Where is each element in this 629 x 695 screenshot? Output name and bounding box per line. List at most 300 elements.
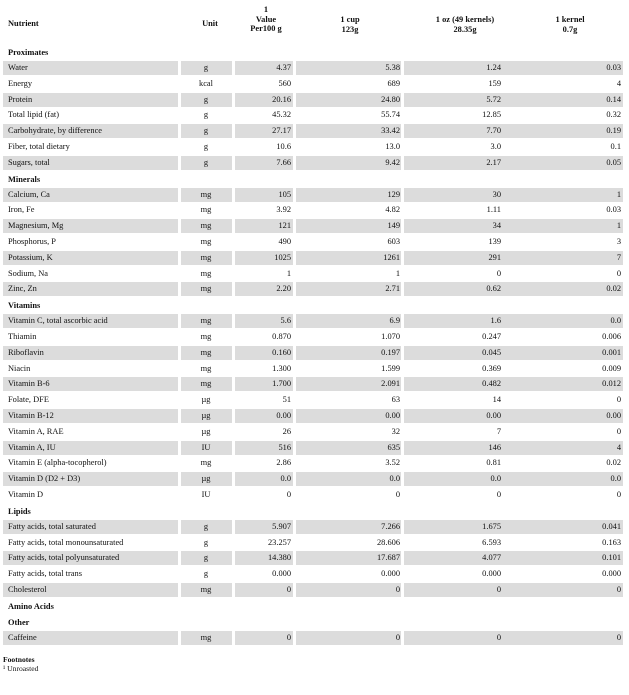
column-divider	[401, 362, 404, 376]
table-row	[3, 124, 623, 138]
column-divider	[178, 362, 181, 376]
value-per-100g: 0	[286, 490, 291, 499]
value-1-cup: 0.0	[389, 474, 400, 484]
column-divider	[178, 583, 181, 597]
column-divider	[293, 362, 296, 376]
column-divider	[232, 235, 235, 249]
column-divider	[401, 409, 404, 423]
value-per-100g: 45.32	[272, 110, 291, 120]
table-row	[3, 156, 623, 170]
value-1-kernel: 0.001	[602, 347, 621, 357]
value-per-100g: 1.300	[272, 363, 291, 373]
value-per-100g: 10.6	[276, 142, 291, 151]
column-divider	[293, 488, 296, 502]
value-per-100g: 23.257	[267, 537, 291, 547]
column-divider	[293, 583, 296, 597]
value-1-cup: 63	[391, 395, 400, 405]
value-per-100g: 1.700	[272, 379, 291, 389]
column-divider	[401, 77, 404, 91]
column-divider	[401, 631, 404, 645]
column-divider	[401, 314, 404, 328]
nutrient-name: Iron, Fe	[8, 205, 35, 215]
unit-cell: mg	[200, 268, 212, 278]
column-divider	[293, 567, 296, 581]
table-row	[3, 251, 623, 265]
value-1-oz: 7	[496, 426, 501, 436]
table-row	[3, 472, 623, 486]
column-divider	[401, 267, 404, 281]
value-1-cup: 149	[387, 221, 400, 231]
value-1-cup: 2.091	[381, 379, 400, 389]
value-1-oz: 291	[488, 252, 501, 262]
value-1-kernel: 0	[616, 632, 621, 642]
table-row	[3, 567, 623, 581]
value-1-oz: 0	[496, 585, 501, 594]
column-divider	[178, 441, 181, 455]
value-1-cup: 689	[387, 78, 400, 88]
column-divider	[293, 61, 296, 75]
column-divider	[178, 409, 181, 423]
value-per-100g: 1	[286, 268, 291, 278]
table-row	[3, 346, 623, 360]
column-divider	[293, 140, 296, 154]
value-1-oz: 1.11	[486, 205, 501, 215]
column-divider	[401, 472, 404, 486]
table-row	[3, 520, 623, 534]
column-divider	[232, 330, 235, 344]
value-1-oz: 0.000	[482, 569, 501, 579]
unit-cell: g	[203, 63, 209, 72]
nutrient-name: Total lipid (fat)	[8, 110, 60, 120]
value-1-oz: 34	[492, 221, 501, 231]
column-divider	[401, 520, 404, 534]
nutrient-name: Vitamin D (D2 + D3)	[8, 474, 81, 484]
value-1-cup: 17.687	[376, 553, 400, 563]
value-per-100g: 27.17	[272, 126, 291, 136]
unit-cell: g	[203, 110, 209, 120]
column-divider	[178, 108, 181, 122]
value-per-100g: 560	[278, 78, 291, 88]
column-divider	[178, 188, 181, 202]
value-1-oz: 2.17	[486, 157, 501, 167]
table-row	[3, 377, 623, 391]
value-1-cup: 5.38	[385, 63, 400, 72]
column-divider	[401, 124, 404, 138]
value-1-kernel: 4	[616, 442, 621, 452]
table-row	[3, 330, 623, 344]
column-divider	[401, 425, 404, 439]
table-row	[3, 140, 623, 154]
value-1-kernel: 0.163	[602, 537, 621, 547]
value-1-kernel: 4	[616, 78, 621, 88]
column-divider	[178, 156, 181, 170]
column-divider	[293, 425, 296, 439]
column-divider	[293, 235, 296, 249]
nutrient-name: Vitamin B-12	[8, 411, 54, 420]
column-divider	[178, 267, 181, 281]
column-divider	[178, 282, 181, 296]
nutrient-name: Sugars, total	[8, 157, 50, 167]
column-divider	[293, 267, 296, 281]
column-divider	[232, 219, 235, 233]
column-divider	[178, 346, 181, 360]
value-per-100g: 0.160	[272, 347, 291, 357]
value-1-cup: 0.197	[381, 347, 400, 357]
column-divider	[293, 219, 296, 233]
column-divider	[401, 235, 404, 249]
table-row	[3, 583, 623, 597]
column-divider	[293, 251, 296, 265]
value-1-oz: 0.247	[482, 332, 501, 341]
unit-cell: IU	[201, 442, 211, 452]
column-divider	[178, 140, 181, 154]
table-row	[3, 393, 623, 407]
value-per-100g: 2.86	[276, 458, 291, 468]
unit-cell: mg	[200, 316, 212, 326]
value-1-oz: 1.24	[486, 63, 501, 72]
column-divider	[293, 93, 296, 107]
value-1-oz: 0.045	[482, 347, 501, 357]
table-header	[0, 0, 629, 44]
value-1-cup: 1261	[383, 252, 400, 262]
column-divider	[232, 140, 235, 154]
header-unit: Unit	[202, 19, 218, 28]
column-divider	[232, 251, 235, 265]
value-1-cup: 28.606	[376, 537, 400, 547]
column-divider	[232, 583, 235, 597]
value-1-kernel: 1	[616, 189, 621, 199]
unit-cell: mg	[200, 189, 212, 199]
table-row	[3, 488, 623, 502]
column-divider	[293, 456, 296, 470]
section-title: Amino Acids	[8, 601, 54, 611]
value-per-100g: 2.20	[276, 284, 291, 294]
table-row	[3, 314, 623, 328]
column-divider	[232, 551, 235, 565]
unit-cell: g	[203, 94, 209, 104]
column-divider	[293, 551, 296, 565]
column-divider	[178, 393, 181, 407]
header-nutrient: Nutrient	[8, 19, 39, 28]
value-1-oz: 0	[496, 632, 501, 642]
value-1-kernel: 0.00	[606, 411, 621, 420]
value-1-kernel: 0.000	[602, 569, 621, 579]
value-1-cup: 7.266	[381, 521, 400, 531]
column-divider	[178, 425, 181, 439]
column-divider	[401, 441, 404, 455]
column-divider	[178, 235, 181, 249]
column-divider	[401, 156, 404, 170]
value-per-100g: 105	[278, 189, 291, 199]
column-divider	[178, 251, 181, 265]
column-divider	[232, 488, 235, 502]
unit-cell: mg	[200, 221, 212, 231]
column-divider	[178, 488, 181, 502]
column-divider	[293, 77, 296, 91]
value-1-cup: 1	[395, 268, 400, 278]
nutrient-name: Zinc, Zn	[8, 284, 37, 294]
value-1-oz: 159	[488, 78, 501, 88]
column-divider	[293, 314, 296, 328]
value-per-100g: 3.92	[276, 205, 291, 215]
unit-cell: mg	[200, 632, 212, 642]
column-divider	[293, 520, 296, 534]
value-1-kernel: 0.19	[606, 126, 621, 136]
column-divider	[232, 93, 235, 107]
column-divider	[401, 188, 404, 202]
table-row	[3, 282, 623, 296]
value-1-kernel: 0.1	[610, 142, 621, 151]
column-divider	[178, 77, 181, 91]
section-title: Vitamins	[8, 301, 41, 311]
value-per-100g: 26	[282, 426, 291, 436]
value-1-oz: 30	[492, 189, 501, 199]
table-row	[3, 219, 623, 233]
column-divider	[401, 108, 404, 122]
column-divider	[232, 536, 235, 550]
value-per-100g: 7.66	[276, 157, 291, 167]
column-divider	[178, 456, 181, 470]
value-1-kernel: 1	[616, 221, 621, 231]
value-per-100g: 1025	[274, 252, 291, 262]
table-row	[3, 425, 623, 439]
unit-cell: mg	[200, 332, 212, 341]
value-1-kernel: 0.05	[606, 157, 621, 167]
column-divider	[293, 409, 296, 423]
column-divider	[401, 583, 404, 597]
column-divider	[232, 425, 235, 439]
value-1-cup: 603	[387, 237, 400, 246]
column-divider	[232, 61, 235, 75]
nutrient-name: Fiber, total dietary	[8, 142, 70, 151]
column-divider	[401, 346, 404, 360]
value-1-oz: 7.70	[486, 126, 501, 136]
nutrient-name: Fatty acids, total trans	[8, 569, 82, 579]
section-title: Minerals	[8, 174, 41, 184]
value-1-oz: 139	[488, 237, 501, 246]
value-per-100g: 5.907	[272, 521, 291, 531]
table-row	[3, 456, 623, 470]
column-divider	[401, 140, 404, 154]
column-divider	[232, 267, 235, 281]
value-1-cup: 6.9	[389, 316, 400, 326]
table-row	[3, 77, 623, 91]
nutrient-name: Fatty acids, total polyunsaturated	[8, 553, 120, 563]
nutrient-name: Caffeine	[8, 632, 37, 642]
table-row	[3, 108, 623, 122]
column-divider	[232, 377, 235, 391]
column-divider	[178, 124, 181, 138]
value-1-oz: 146	[488, 442, 501, 452]
value-1-oz: 1.675	[482, 521, 501, 531]
column-divider	[232, 362, 235, 376]
value-1-oz: 12.85	[482, 110, 501, 120]
value-1-kernel: 0.012	[602, 379, 621, 389]
column-divider	[178, 472, 181, 486]
nutrient-name: Sodium, Na	[8, 268, 49, 278]
column-divider	[232, 567, 235, 581]
column-divider	[401, 330, 404, 344]
footnote-item: ¹ Unroasted	[3, 664, 39, 673]
value-1-kernel: 0	[616, 395, 621, 405]
nutrient-name: Calcium, Ca	[8, 189, 50, 199]
value-per-100g: 0.0	[280, 474, 291, 484]
value-1-cup: 635	[387, 442, 400, 452]
value-1-cup: 129	[387, 189, 400, 199]
value-1-kernel: 0.006	[602, 332, 621, 341]
table-row	[3, 631, 623, 645]
column-divider	[401, 377, 404, 391]
value-per-100g: 4.37	[276, 63, 291, 72]
nutrient-name: Thiamin	[8, 332, 37, 341]
column-divider	[232, 472, 235, 486]
unit-cell: g	[203, 157, 209, 167]
unit-cell: g	[203, 537, 209, 547]
unit-cell: g	[203, 569, 209, 579]
nutrient-name: Cholesterol	[8, 585, 47, 594]
value-1-cup: 0	[395, 490, 400, 499]
column-divider	[293, 282, 296, 296]
column-divider	[232, 520, 235, 534]
table-row	[3, 362, 623, 376]
unit-cell: µg	[201, 411, 211, 420]
value-per-100g: 0	[286, 585, 291, 594]
table-row	[3, 93, 623, 107]
column-divider	[232, 393, 235, 407]
column-divider	[232, 156, 235, 170]
column-divider	[293, 472, 296, 486]
value-1-cup: 24.80	[381, 94, 400, 104]
table-row	[3, 188, 623, 202]
header-1-cup: 1 cup 123g	[340, 15, 360, 34]
value-1-kernel: 0	[616, 490, 621, 499]
unit-cell: mg	[200, 284, 212, 294]
value-1-kernel: 0.03	[606, 63, 621, 72]
unit-cell: g	[203, 142, 209, 151]
nutrient-name: Folate, DFE	[8, 395, 49, 405]
column-divider	[178, 567, 181, 581]
column-divider	[232, 456, 235, 470]
value-1-kernel: 0	[616, 426, 621, 436]
column-divider	[401, 93, 404, 107]
value-1-oz: 0.00	[486, 411, 501, 420]
nutrient-name: Vitamin B-6	[8, 379, 50, 389]
unit-cell: mg	[200, 363, 212, 373]
unit-cell: mg	[200, 458, 212, 468]
value-per-100g: 14.380	[267, 553, 291, 563]
value-1-cup: 0	[395, 585, 400, 594]
table-row	[3, 409, 623, 423]
column-divider	[293, 393, 296, 407]
column-divider	[178, 93, 181, 107]
value-1-kernel: 0.02	[606, 284, 621, 294]
column-divider	[178, 61, 181, 75]
column-divider	[178, 377, 181, 391]
column-divider	[178, 631, 181, 645]
nutrient-name: Vitamin E (alpha-tocopherol)	[8, 458, 107, 468]
column-divider	[232, 188, 235, 202]
column-divider	[178, 330, 181, 344]
nutrient-name: Water	[8, 63, 28, 72]
table-row	[3, 235, 623, 249]
value-1-oz: 0	[496, 490, 501, 499]
unit-cell: mg	[200, 379, 212, 389]
footnotes	[3, 655, 38, 673]
column-divider	[293, 124, 296, 138]
table-row	[3, 61, 623, 75]
value-per-100g: 0	[286, 632, 291, 642]
column-divider	[293, 346, 296, 360]
value-1-cup: 4.82	[385, 205, 400, 215]
unit-cell: kcal	[199, 78, 213, 88]
value-1-cup: 0.00	[385, 411, 400, 420]
column-divider	[178, 203, 181, 217]
unit-cell: mg	[200, 585, 212, 594]
value-1-kernel: 0	[616, 585, 621, 594]
unit-cell: mg	[200, 252, 212, 262]
header-value-per-100g: 1 Value Per100 g	[250, 5, 282, 33]
value-1-cup: 3.52	[385, 458, 400, 468]
value-1-cup: 9.42	[385, 157, 400, 167]
column-divider	[401, 282, 404, 296]
value-1-kernel: 3	[616, 237, 621, 246]
column-divider	[232, 77, 235, 91]
value-1-kernel: 0.03	[606, 205, 621, 215]
value-1-oz: 0.369	[482, 363, 501, 373]
value-1-oz: 0.62	[486, 284, 501, 294]
column-divider	[293, 536, 296, 550]
value-1-oz: 1.6	[490, 316, 501, 326]
value-1-cup: 55.74	[381, 110, 400, 120]
header-1-oz: 1 oz (49 kernels) 28.35g	[435, 15, 495, 34]
column-divider	[293, 441, 296, 455]
value-1-kernel: 0.101	[602, 553, 621, 563]
table-row	[3, 551, 623, 565]
column-divider	[401, 251, 404, 265]
value-1-oz: 0.0	[490, 474, 501, 484]
value-1-cup: 1.070	[381, 332, 400, 341]
nutrient-name: Potassium, K	[8, 252, 53, 262]
value-per-100g: 0.000	[272, 569, 291, 579]
nutrient-name: Vitamin C, total ascorbic acid	[8, 316, 108, 326]
column-divider	[401, 551, 404, 565]
table-row	[3, 203, 623, 217]
column-divider	[178, 536, 181, 550]
nutrient-name: Vitamin D	[8, 490, 44, 499]
value-1-kernel: 0.009	[602, 363, 621, 373]
column-divider	[232, 282, 235, 296]
column-divider	[401, 61, 404, 75]
nutrient-name: Riboflavin	[8, 347, 44, 357]
column-divider	[178, 314, 181, 328]
unit-cell: IU	[201, 490, 211, 499]
value-1-oz: 0.482	[482, 379, 501, 389]
value-1-oz: 0	[496, 268, 501, 278]
unit-cell: mg	[200, 205, 212, 215]
value-1-kernel: 0.0	[610, 474, 621, 484]
unit-cell: µg	[201, 474, 211, 484]
value-1-kernel: 0.0	[610, 316, 621, 326]
nutrient-name: Carbohydrate, by difference	[8, 126, 103, 136]
value-1-oz: 14	[492, 395, 501, 405]
value-1-cup: 32	[391, 426, 400, 436]
nutrient-name: Fatty acids, total saturated	[8, 521, 96, 531]
value-1-cup: 13.0	[385, 142, 400, 151]
nutrient-name: Magnesium, Mg	[8, 221, 64, 231]
footnotes-title: Footnotes	[3, 655, 35, 664]
value-1-kernel: 0.32	[606, 110, 621, 120]
nutrient-name: Energy	[8, 78, 33, 88]
